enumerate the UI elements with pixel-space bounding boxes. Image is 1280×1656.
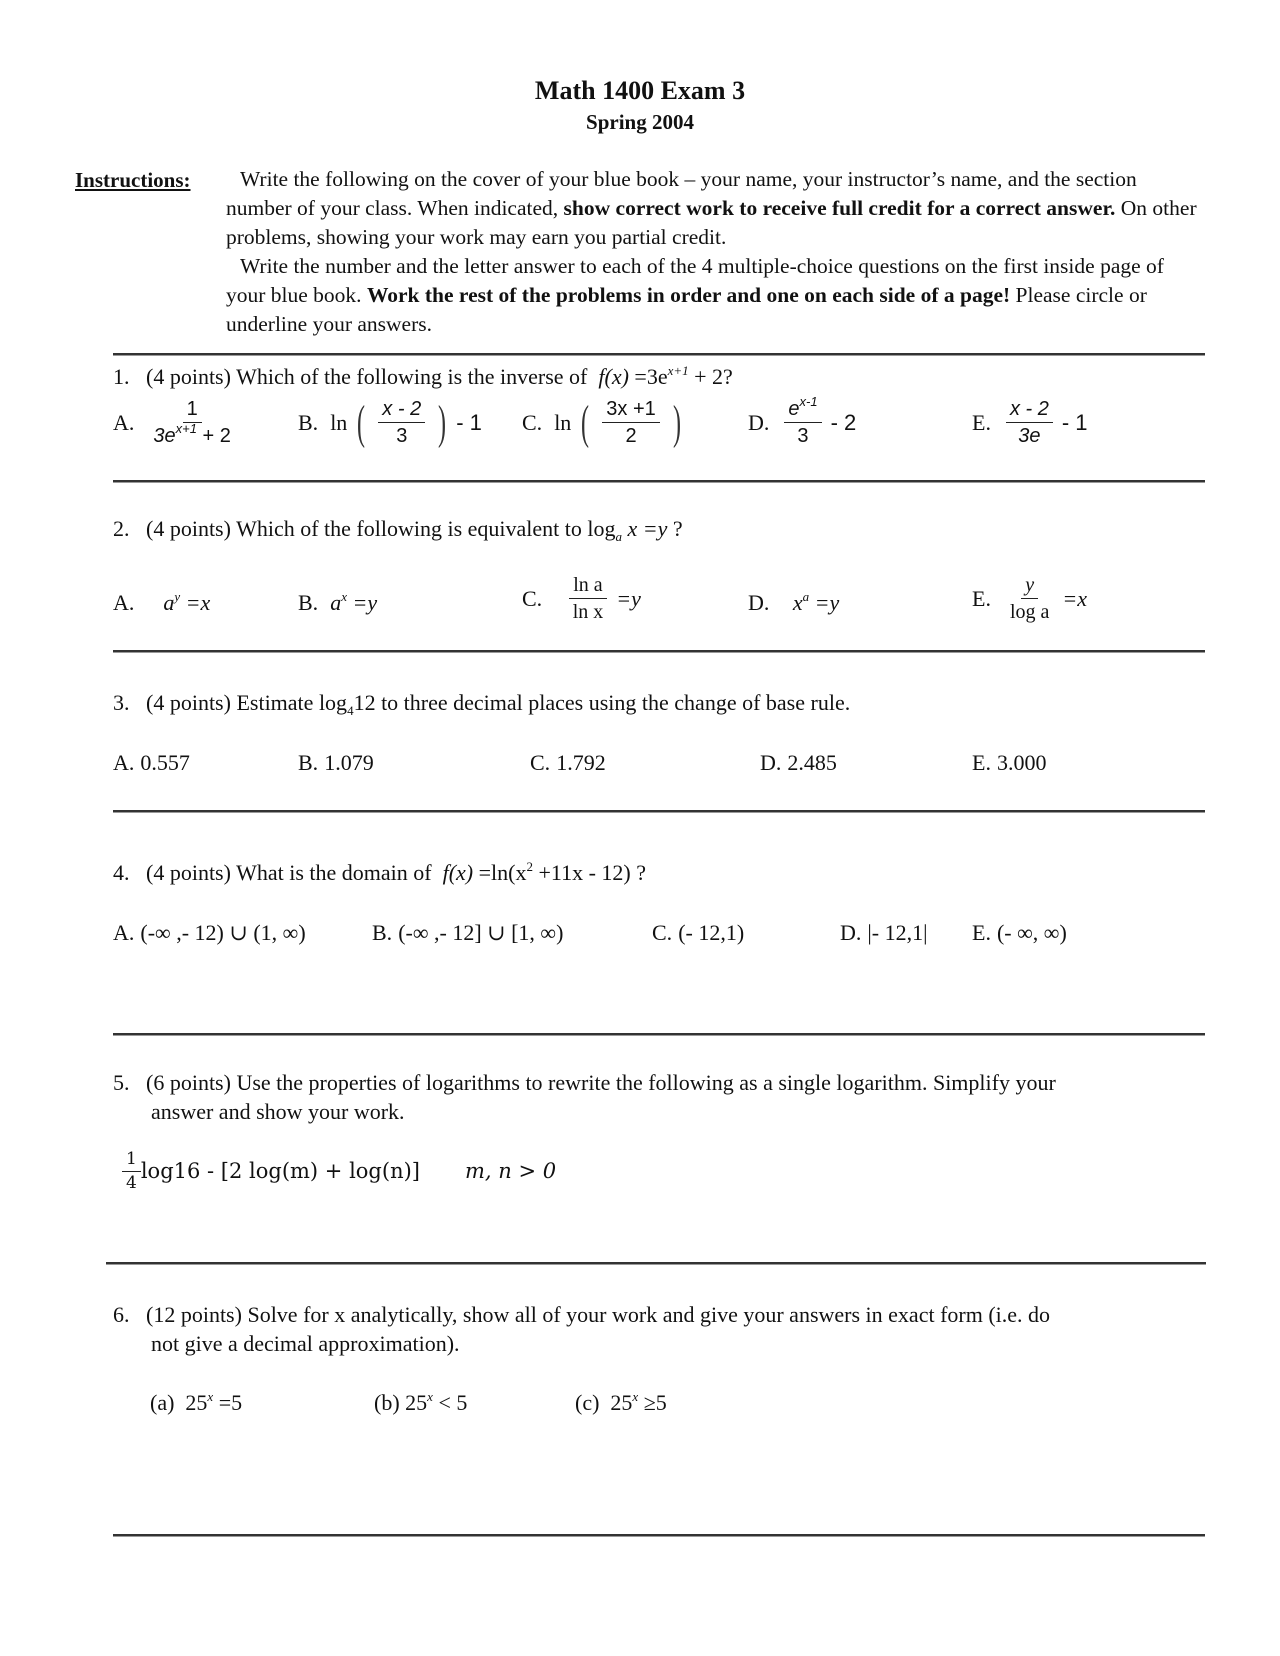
q1-option-e[interactable]: E. $\frac{x - 2}{3e}$ - 1 <box>972 398 1088 447</box>
fraction: $\frac{\text{ln a}}{\text{ln x}}$ <box>569 574 608 623</box>
fraction: $\frac{1}{3e^{x+1} + 2}$ <box>153 398 231 447</box>
divider <box>113 480 1205 483</box>
fraction: $\frac{3x +1}{2}$ <box>602 398 659 447</box>
fraction: $\frac{x - 2}{3}$ <box>378 398 425 447</box>
question-points: (6 points) <box>146 1070 231 1095</box>
instructions-p2b: Please circle or underline your answers. <box>226 283 1147 336</box>
q4-option-b[interactable]: B. (-∞ ,- 12] ∪ [1, ∞) <box>372 920 564 945</box>
q3-option-d[interactable]: D. 2.485 <box>760 750 837 775</box>
q4-option-a[interactable]: A. (-∞ ,- 12) ∪ (1, ∞) <box>113 920 306 945</box>
fraction: $\frac{x - 2}{3e}$ <box>1006 398 1053 447</box>
instructions-p2a: Write the number and the letter answer to each of the 4 multiple-choice questions on the first inside page of your blue book. <box>226 254 1164 307</box>
left-paren-icon: ( <box>581 395 590 449</box>
question-number: 1. <box>113 364 130 389</box>
question-1: 1. (4 points) Which of the following is the inverse of $f(x) =3e^{x+1} + 2$? <box>113 363 733 389</box>
question-6: 6. (12 points) Solve for x analytically, show all of your work and give your answers in exact form (i.e. do not give a decimal approximation). <box>113 1302 1051 1356</box>
question-points: (4 points) <box>146 364 231 389</box>
question-3: 3. (4 points) Estimate $\log_412$ to three decimal places using the change of base rule. <box>113 690 851 718</box>
fraction: $\frac{e^{x-1}}{3}$ <box>784 398 821 447</box>
q4-option-c[interactable]: C. (- 12,1) <box>652 920 745 945</box>
q3-option-e[interactable]: E. 3.000 <box>972 750 1047 775</box>
question-2: 2. (4 points) Which of the following is equivalent to $\log_a x =y$ ? <box>113 516 683 544</box>
divider <box>106 1262 1206 1265</box>
right-paren-icon: ) <box>672 395 681 449</box>
q1-option-b[interactable]: B. ln ( $\frac{x - 2}{3}$ ) - 1 <box>298 395 482 449</box>
instructions-p2-bold: Work the rest of the problems in order and one on each side of a page! <box>366 283 1011 307</box>
divider <box>113 1033 1205 1036</box>
instructions-text <box>226 165 1206 339</box>
exam-title: Math 1400 Exam 3 <box>534 76 746 105</box>
q1-option-a[interactable]: A. $\frac{1}{3e^{x+1} + 2}$ <box>113 398 238 447</box>
q2-option-e[interactable]: E. $\frac{y}{\text{log a}}$ =x <box>972 574 1088 623</box>
question-5: 5. (6 points) Use the properties of logarithms to rewrite the following as a single logarithm. Simplify your answer and show your work. <box>113 1070 1056 1124</box>
divider <box>113 650 1205 653</box>
divider <box>113 810 1205 813</box>
divider <box>113 1534 1205 1537</box>
q4-option-d[interactable]: D. |- 12,1| <box>840 920 928 945</box>
question-points: (12 points) <box>146 1302 242 1327</box>
q1-option-c[interactable]: C. ln ( $\frac{3x +1}{2}$ ) <box>522 395 681 449</box>
q6-part-a: (a) $25^x =5$ <box>150 1389 243 1415</box>
q3-option-a[interactable]: A. 0.557 <box>113 750 190 775</box>
left-paren-icon: ( <box>357 395 366 449</box>
instructions-p1a: Write the following on the cover of your blue book – your name, your instructor’s name, and the section number of your class. When indicated, <box>226 167 1137 220</box>
question-number: 2. <box>113 516 130 541</box>
question-points: (4 points) <box>146 516 231 541</box>
question-number: 4. <box>113 860 130 885</box>
question-4: 4. (4 points) What is the domain of $f(x) =\ln(x^2 +11x - 12)$ ? <box>113 859 646 885</box>
instructions-p1-bold: show correct work to receive full credit for a correct answer. <box>563 196 1116 220</box>
question-points: (4 points) <box>146 690 231 715</box>
question-number: 3. <box>113 690 130 715</box>
q3-option-c[interactable]: C. 1.792 <box>530 750 606 775</box>
q5-expression: $\frac{1}{4}$ log16 - [2 log(m) + log(n)] m, n > 0 <box>122 1150 556 1192</box>
q1-option-d[interactable]: D. $\frac{e^{x-1}}{3}$ - 2 <box>748 394 857 447</box>
exam-subtitle: Spring 2004 <box>586 110 694 134</box>
q3-option-b[interactable]: B. 1.079 <box>298 750 374 775</box>
question-number: 6. <box>113 1302 130 1327</box>
question-text: Which of the following is equivalent to <box>236 516 582 541</box>
instructions-p1b: On other problems, showing your work may earn you partial credit. <box>226 196 1197 249</box>
q6-part-b: (b) $25^x < 5$ <box>374 1389 468 1415</box>
q2-option-c[interactable]: C. $\frac{\text{ln a}}{\text{ln x}}$ =y <box>522 574 641 623</box>
right-paren-icon: ) <box>438 395 447 449</box>
q2-option-a[interactable]: A. $a^y =x$ <box>113 589 211 615</box>
divider <box>113 353 1205 356</box>
question-number: 5. <box>113 1070 130 1095</box>
instructions-label: Instructions: <box>75 168 191 192</box>
fraction: $\frac{y}{\text{log a}}$ <box>1009 574 1050 623</box>
q2-option-b[interactable]: B. $a^x =y$ <box>298 589 378 615</box>
question-text: Which of the following is the inverse of <box>236 364 588 389</box>
q6-part-c: (c) $25^x \ge 5$ <box>575 1389 667 1415</box>
question-points: (4 points) <box>146 860 231 885</box>
fraction: $\frac{1}{4}$ <box>122 1150 141 1192</box>
q2-option-d[interactable]: D. $x^a =y$ <box>748 589 840 615</box>
q4-option-e[interactable]: E. (- ∞, ∞) <box>972 920 1067 945</box>
